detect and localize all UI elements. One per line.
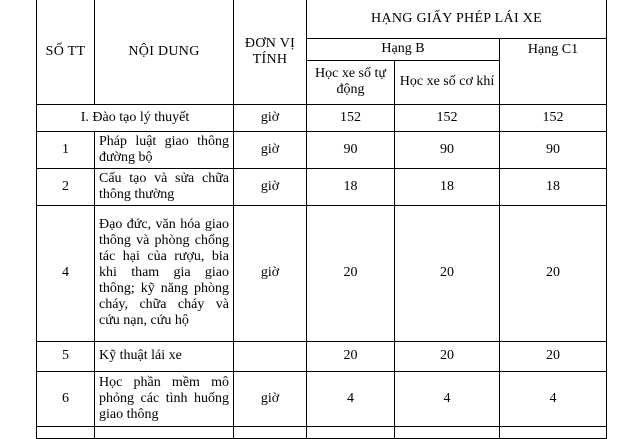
section-label: I. Đào tạo lý thuyết bbox=[37, 104, 234, 131]
row-c1: 90 bbox=[500, 131, 607, 168]
row-b-auto: 20 bbox=[307, 341, 395, 371]
table-row bbox=[37, 341, 607, 371]
training-hours-table bbox=[36, 0, 607, 439]
table-row bbox=[37, 426, 607, 438]
col-header-unit: ĐƠN VỊ TÍNH bbox=[234, 0, 307, 104]
table-row bbox=[37, 168, 607, 205]
section-row-theory bbox=[37, 104, 607, 131]
row-unit: giờ bbox=[234, 371, 307, 426]
row-c1: 4 bbox=[500, 371, 607, 426]
col-header-content: NỘI DUNG bbox=[95, 0, 234, 104]
col-header-stt: SỐ TT bbox=[37, 0, 95, 104]
row-stt: 2 bbox=[37, 168, 95, 205]
section-b-manual: 152 bbox=[395, 104, 500, 131]
row-b-manual: 18 bbox=[395, 168, 500, 205]
class-b-header: Hạng B bbox=[307, 38, 500, 60]
row-c1: 20 bbox=[500, 205, 607, 341]
section-unit: giờ bbox=[234, 104, 307, 131]
row-b-auto: 90 bbox=[307, 131, 395, 168]
row-b-auto: 20 bbox=[307, 205, 395, 341]
row-unit: giờ bbox=[234, 131, 307, 168]
row-b-auto: 4 bbox=[307, 371, 395, 426]
row-b-manual: 20 bbox=[395, 205, 500, 341]
group-header-license-class: HẠNG GIẤY PHÉP LÁI XE bbox=[307, 0, 607, 38]
row-stt: 1 bbox=[37, 131, 95, 168]
row-stt: 5 bbox=[37, 341, 95, 371]
row-b-auto: 18 bbox=[307, 168, 395, 205]
row-b-manual: 4 bbox=[395, 371, 500, 426]
row-content: Kỹ thuật lái xe bbox=[95, 341, 234, 371]
section-c1: 152 bbox=[500, 104, 607, 131]
table-row bbox=[37, 371, 607, 426]
row-b-manual: 20 bbox=[395, 341, 500, 371]
row-stt: 6 bbox=[37, 371, 95, 426]
class-c1-header: Hạng C1 bbox=[500, 38, 607, 104]
manual-transmission-header: Học xe số cơ khí bbox=[395, 60, 500, 104]
row-content: Học phần mềm mô phỏng các tình huống giao thông bbox=[95, 371, 234, 426]
row-unit: giờ bbox=[234, 168, 307, 205]
table-row bbox=[37, 131, 607, 168]
row-content: Pháp luật giao thông đường bộ bbox=[95, 131, 234, 168]
table-row bbox=[37, 205, 607, 341]
auto-transmission-header: Học xe số tự động bbox=[307, 60, 395, 104]
row-c1: 18 bbox=[500, 168, 607, 205]
row-c1: 20 bbox=[500, 341, 607, 371]
row-b-manual: 90 bbox=[395, 131, 500, 168]
row-unit: giờ bbox=[234, 205, 307, 341]
row-stt: 4 bbox=[37, 205, 95, 341]
row-unit bbox=[234, 341, 307, 371]
row-content: Đạo đức, văn hóa giao thông và phòng chống tác hại của rượu, bia khi tham gia giao thông; kỹ năng phòng cháy, chữa cháy và cứu nạn, cứu hộ bbox=[95, 205, 234, 341]
section-b-auto: 152 bbox=[307, 104, 395, 131]
row-content: Cấu tạo và sửa chữa thông thường bbox=[95, 168, 234, 205]
